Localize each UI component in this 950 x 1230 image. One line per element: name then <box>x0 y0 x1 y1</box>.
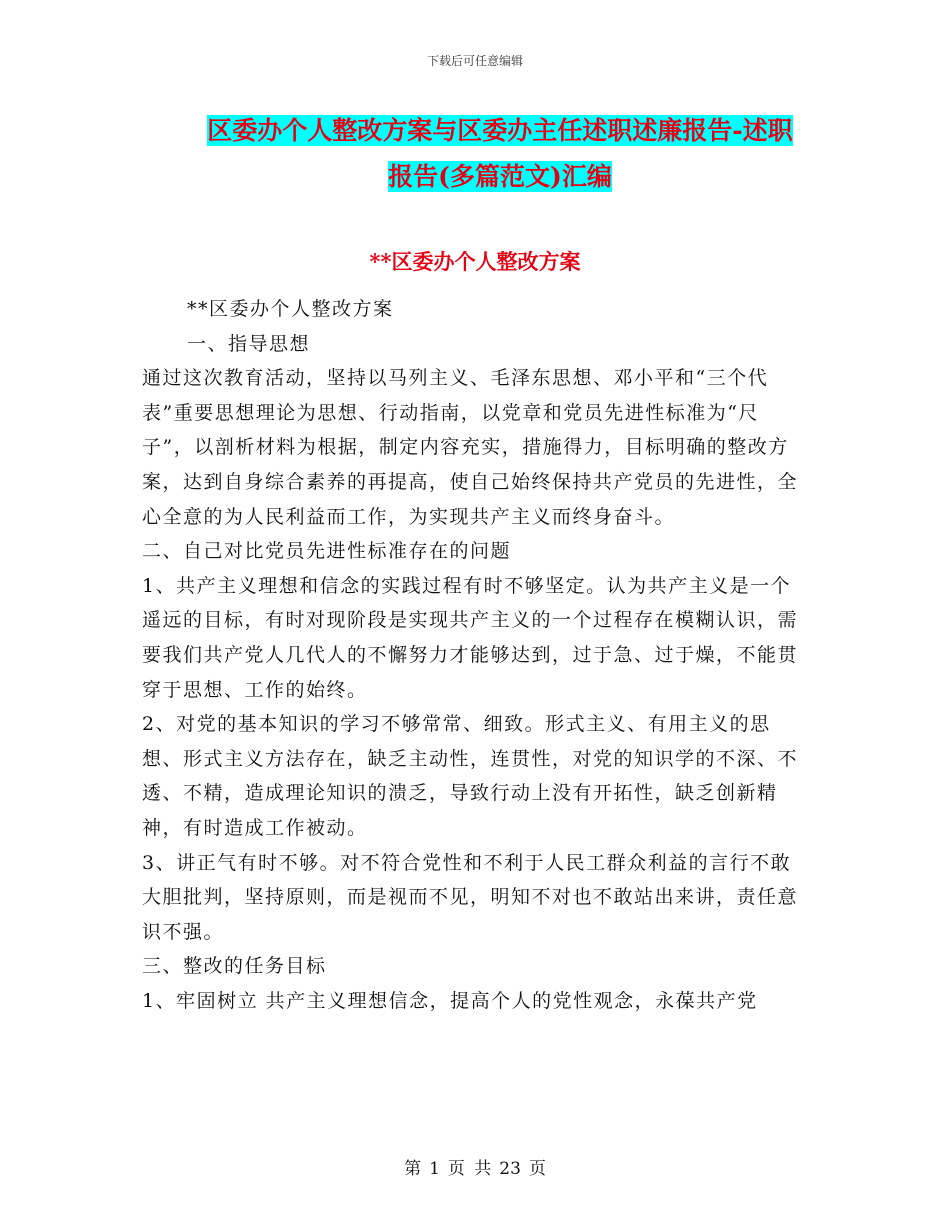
section-heading: **区委办个人整改方案 <box>369 249 581 274</box>
heading-guiding-thought: 一、指导思想 <box>187 332 311 355</box>
paragraph-guiding-thought: 通过这次教育活动，坚持以马列主义、毛泽东思想、邓小平和“三个代表”重要思想理论为思想、行动指南，以党章和党员先进性标准为“尺子”，以剖析材料为根据，制定内容充实，措施得力，目标明确的整改方案，达到自身综合素养的再提高，使自己始终保持共产党员的先进性，全心全意的为人民利益而工作，为实现共产主义而终身奋斗。 <box>142 367 799 528</box>
document-title <box>140 108 860 200</box>
title-line-1: 区委办个人整改方案与区委办主任述职述廉报告-述职 <box>207 116 793 145</box>
footer-total-pages: 23 <box>499 1159 521 1179</box>
page-footer <box>0 1154 950 1179</box>
paragraph-problem-1: 1、共产主义理想和信念的实践过程有时不够坚定。认为共产主义是一个遥远的目标，有时对现阶段是实现共产主义的一个过程存在模糊认识，需要我们共产党人几代人的不懈努力才能够达到，过于急、过于燥，不能贯穿于思想、工作的始终。 <box>142 574 799 701</box>
title-line-2: 报告(多篇范文)汇编 <box>388 162 612 191</box>
paragraph-goal-1: 1、牢固树立 共产主义理想信念，提高个人的党性观念，永葆共产党 <box>142 989 758 1012</box>
document-body <box>142 292 807 1018</box>
footer-prefix: 第 <box>404 1159 422 1179</box>
heading-problems: 二、自己对比党员先进性标准存在的问题 <box>142 540 512 563</box>
footer-current-page: 1 <box>429 1159 440 1179</box>
footer-middle: 页 共 <box>447 1159 492 1179</box>
heading-goals: 三、整改的任务目标 <box>142 955 327 978</box>
paragraph-problem-3: 3、讲正气有时不够。对不符合党性和不利于人民工群众利益的言行不敢大胆批判，坚持原则，而是视而不见，明知不对也不敢站出来讲，责任意识不强。 <box>142 851 799 943</box>
paragraph-problem-2: 2、对党的基本知识的学习不够常常、细致。形式主义、有用主义的思想、形式主义方法存在，缺乏主动性，连贯性，对党的知识学的不深、不透、不精，造成理论知识的溃乏，导致行动上没有开拓性，缺乏创新精神，有时造成工作被动。 <box>142 713 799 839</box>
footer-suffix: 页 <box>528 1159 546 1179</box>
header-note: 下载后可任意编辑 <box>426 54 523 68</box>
subtitle-paragraph: **区委办个人整改方案 <box>187 298 394 320</box>
